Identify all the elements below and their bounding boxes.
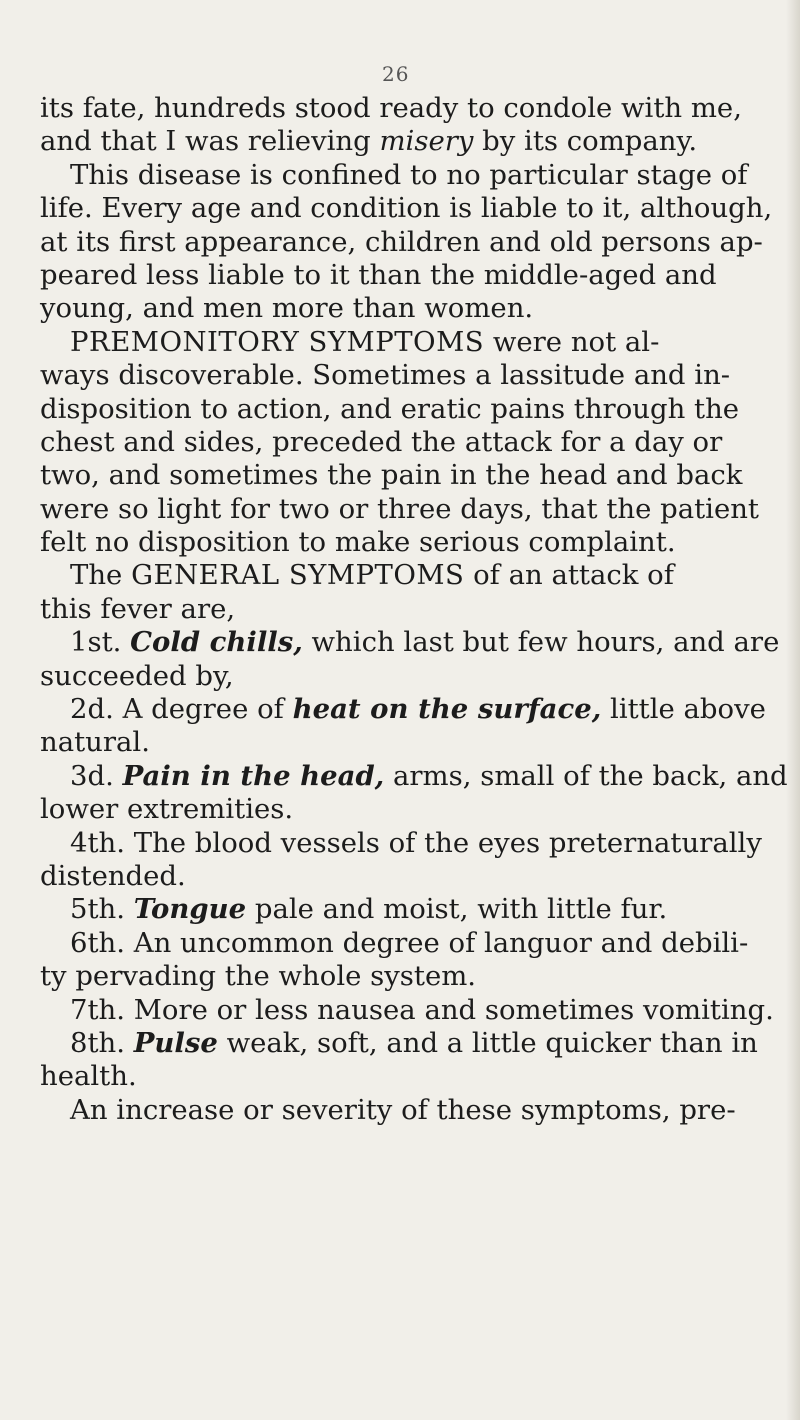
section-heading: PREMONITORY SYMPTOMS	[70, 325, 485, 358]
text-line: and that I was relieving misery by its company.	[40, 125, 698, 158]
text-line: ty pervading the whole system.	[40, 960, 477, 993]
text-line: 5th. Tongue pale and moist, with little fur.	[70, 893, 668, 926]
text-line: this fever are,	[40, 592, 236, 625]
text-line: lower extremities.	[40, 793, 294, 826]
symptom-term: Pulse	[133, 1026, 218, 1059]
text-line: succeeded by,	[40, 659, 234, 692]
text-line: This disease is confined to no particular stage of	[70, 158, 748, 191]
text-line: The GENERAL SYMPTOMS of an attack of	[70, 559, 674, 592]
symptom-term: Cold chills,	[130, 626, 303, 659]
text-line: 8th. Pulse weak, soft, and a little quicker than in	[70, 1026, 758, 1059]
text-line: 7th. More or less nausea and sometimes vomiting.	[70, 993, 774, 1026]
text-line: were so light for two or three days, that the patient	[40, 492, 759, 525]
text-line: health.	[40, 1060, 137, 1093]
text-line: ways discoverable. Sometimes a lassitude and in-	[40, 359, 731, 392]
text-line: An increase or severity of these symptoms, pre-	[70, 1093, 736, 1126]
text-line: 6th. An uncommon degree of languor and debili-	[70, 926, 749, 959]
page-edge	[786, 0, 800, 1420]
page-number: 26	[382, 62, 410, 86]
text-line: at its first appearance, children and old persons ap-	[40, 225, 763, 258]
text-line: young, and men more than women.	[40, 292, 534, 325]
text-line: felt no disposition to make serious complaint.	[40, 526, 676, 559]
text-line: peared less liable to it than the middle-aged and	[40, 258, 717, 291]
text-line: PREMONITORY SYMPTOMS were not al-	[70, 325, 660, 358]
section-heading: GENERAL SYMPTOMS	[131, 559, 465, 592]
text-line: disposition to action, and eratic pains through the	[40, 392, 740, 425]
text-line: chest and sides, preceded the attack for a day or	[40, 425, 723, 458]
text-line: 3d. Pain in the head, arms, small of the back, and	[70, 759, 788, 792]
italic-word: misery	[379, 125, 474, 158]
symptom-term: Tongue	[133, 893, 247, 926]
text-line: 4th. The blood vessels of the eyes preternaturally	[70, 826, 762, 859]
text-line: 1st. Cold chills, which last but few hours, and are	[70, 626, 780, 659]
text-line: 2d. A degree of heat on the surface, little above	[70, 693, 766, 726]
text-line: two, and sometimes the pain in the head and back	[40, 459, 743, 492]
symptom-term: heat on the surface,	[292, 693, 602, 726]
body-text	[40, 92, 788, 1127]
text-line: natural.	[40, 726, 150, 759]
text-line: life. Every age and condition is liable to it, although,	[40, 192, 773, 225]
symptom-term: Pain in the head,	[122, 759, 385, 792]
text-line: distended.	[40, 859, 186, 892]
text-line: its fate, hundreds stood ready to condole with me,	[40, 92, 742, 124]
